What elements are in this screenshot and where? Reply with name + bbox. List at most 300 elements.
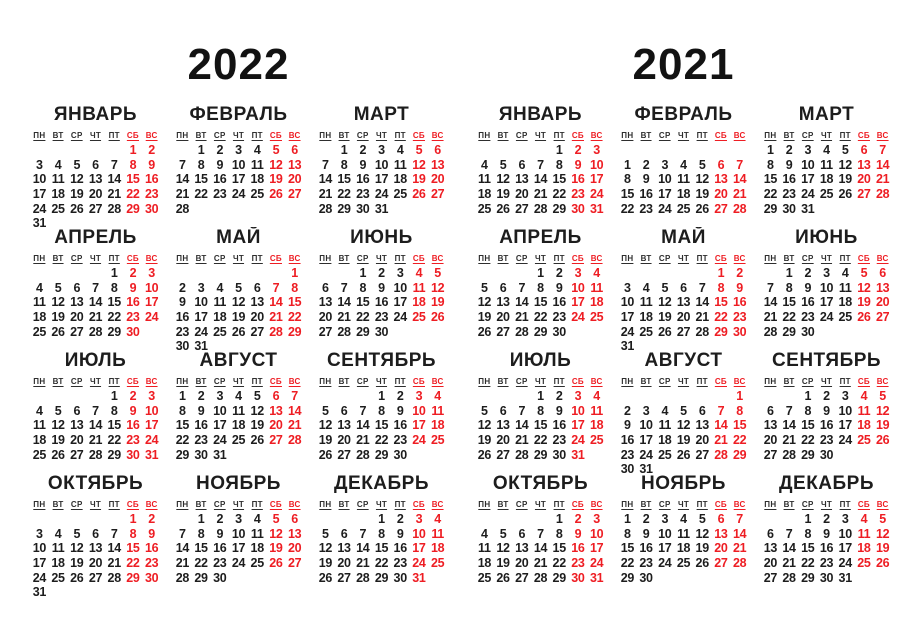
weekday-label: ВС: [145, 254, 158, 264]
day-cell: 21: [782, 555, 796, 570]
weekday-label: СР: [658, 131, 671, 141]
day-cell: 12: [250, 403, 264, 418]
day-cell: 13: [250, 295, 264, 310]
day-cell: 1: [110, 389, 118, 404]
day-cell: 8: [555, 526, 563, 541]
weekday-label: СР: [213, 500, 226, 510]
weekday-label: ПН: [319, 254, 332, 264]
day-cell: 10: [412, 403, 426, 418]
day-cell: 12: [318, 541, 332, 556]
day-cell: 2: [129, 266, 137, 281]
day-cell-empty: [248, 339, 267, 350]
day-cell: 3: [624, 280, 631, 295]
weekday-label: ВТ: [497, 500, 509, 510]
day-cell-empty: [229, 571, 248, 586]
day-cell: 5: [322, 403, 329, 418]
day-cell-empty: [229, 339, 248, 350]
day-cell-empty: [316, 143, 335, 158]
day-cell: 15: [620, 186, 634, 201]
day-cell: 18: [250, 541, 264, 556]
month-title: АВГУСТ: [199, 350, 278, 372]
month-title: ИЮЛЬ: [509, 350, 572, 372]
weekday-label: СР: [515, 377, 528, 387]
day-cell: 31: [838, 570, 852, 585]
day-cell-empty: [475, 389, 494, 404]
weekday-label: ПН: [319, 500, 332, 510]
day-cell: 10: [838, 526, 852, 541]
day-cell-empty: [49, 216, 68, 227]
day-cell-empty: [674, 389, 693, 404]
day-cell: 29: [782, 324, 796, 339]
weekday-label: СБ: [126, 131, 139, 141]
day-cell: 3: [642, 403, 650, 418]
day-cell: 12: [496, 172, 510, 187]
month-block: [475, 104, 606, 227]
weekday-label: ПТ: [251, 500, 263, 510]
weekday-label: ВС: [590, 377, 603, 387]
day-cell: 13: [714, 526, 728, 541]
weekday-label: ВС: [288, 254, 301, 264]
weekday-label: ВС: [431, 131, 444, 141]
day-cell-empty: [353, 389, 372, 404]
day-cell: 9: [785, 157, 793, 172]
day-cell-empty: [210, 202, 229, 217]
day-cell: 4: [434, 512, 441, 527]
day-cell: 19: [838, 172, 852, 187]
day-cell: 7: [767, 280, 774, 295]
weekday-label: ВТ: [338, 377, 350, 387]
day-cell-empty: [248, 571, 267, 586]
day-cell: 11: [838, 280, 852, 295]
day-cell: 9: [378, 280, 385, 295]
day-cell: 25: [393, 186, 407, 201]
weekday-header-row: [475, 377, 606, 386]
weekday-label: ПН: [478, 377, 491, 387]
day-cell: 2: [179, 280, 186, 295]
weekday-label: ВС: [590, 254, 603, 264]
day-cell: 6: [73, 280, 81, 295]
day-cell-empty: [712, 389, 731, 404]
day-cell: 25: [250, 186, 264, 201]
day-cell: 13: [714, 172, 728, 187]
day-cell: 23: [393, 555, 407, 570]
weekday-label: ВС: [431, 377, 444, 387]
day-cell: 12: [51, 418, 65, 433]
day-cell: 2: [555, 266, 563, 281]
weekday-label: ЧТ: [89, 254, 102, 264]
day-cell: 18: [658, 432, 672, 447]
days-grid: [173, 389, 304, 462]
weekday-label: СР: [801, 377, 814, 387]
day-cell: 31: [374, 201, 389, 216]
day-cell: 29: [374, 447, 389, 462]
day-cell: 11: [677, 526, 690, 541]
day-cell: 3: [235, 512, 242, 527]
days-grid: [475, 143, 606, 216]
day-cell: 6: [518, 157, 526, 172]
day-cell-empty: [49, 585, 68, 596]
day-cell-empty: [494, 143, 513, 158]
day-cell: 3: [841, 512, 849, 527]
weekday-header-row: [316, 377, 447, 386]
weekday-label: ВТ: [195, 500, 207, 510]
day-cell: 7: [340, 280, 348, 295]
day-cell: 5: [415, 143, 423, 158]
day-cell: 8: [537, 403, 544, 418]
day-cell-empty: [248, 266, 267, 281]
day-cell-empty: [637, 339, 656, 350]
day-cell-empty: [494, 512, 513, 527]
month-block: [618, 350, 749, 473]
day-cell: 6: [518, 526, 526, 541]
day-cell-empty: [674, 339, 693, 350]
year-title: 2021: [632, 40, 735, 89]
day-cell-empty: [712, 571, 731, 586]
day-cell: 28: [533, 570, 548, 585]
weekday-label: ЧТ: [677, 254, 690, 264]
weekday-label: ПТ: [108, 131, 120, 141]
day-cell: 3: [823, 266, 830, 281]
day-cell-empty: [817, 202, 836, 217]
day-cell-empty: [428, 571, 447, 586]
day-cell-empty: [86, 266, 105, 281]
day-cell: 30: [819, 447, 834, 462]
day-cell: 22: [620, 555, 634, 570]
day-cell: 14: [782, 418, 796, 433]
day-cell: 2: [574, 512, 582, 527]
weekday-label: ВС: [876, 131, 889, 141]
days-grid: [761, 512, 892, 585]
day-cell-empty: [316, 389, 335, 404]
weekday-label: ЧТ: [232, 377, 245, 387]
weekday-header-row: [618, 254, 749, 263]
day-cell: 12: [695, 172, 709, 187]
month-block: [316, 473, 447, 596]
day-cell: 21: [695, 309, 709, 324]
day-cell: 17: [639, 432, 653, 447]
day-cell: 14: [175, 541, 189, 556]
day-cell: 4: [481, 157, 488, 172]
day-cell: 11: [639, 295, 653, 310]
weekday-label: ПТ: [394, 131, 406, 141]
day-cell: 24: [639, 447, 653, 462]
day-cell-empty: [67, 143, 86, 158]
day-cell: 10: [32, 541, 46, 556]
day-cell-empty: [569, 325, 588, 340]
day-cell: 28: [782, 570, 796, 585]
day-cell: 13: [88, 172, 103, 187]
day-cell-empty: [855, 202, 874, 217]
day-cell-empty: [105, 512, 124, 527]
day-cell: 18: [213, 309, 227, 324]
day-cell: 7: [179, 157, 186, 172]
day-cell: 15: [782, 295, 796, 310]
weekday-label: ЧТ: [89, 500, 102, 510]
weekday-label: ЧТ: [89, 131, 102, 141]
day-cell: 23: [175, 324, 189, 339]
weekday-header-row: [618, 131, 749, 140]
day-cell: 22: [763, 186, 777, 201]
day-cell: 28: [875, 186, 890, 201]
day-cell: 3: [415, 512, 423, 527]
day-cell: 20: [515, 186, 529, 201]
day-cell: 5: [434, 266, 441, 281]
weekday-label: СР: [70, 131, 83, 141]
day-cell: 17: [32, 186, 46, 201]
weekday-header-row: [475, 254, 606, 263]
days-grid: [316, 512, 447, 585]
day-cell: 4: [680, 512, 687, 527]
weekday-label: ПТ: [394, 254, 406, 264]
day-cell: 13: [875, 280, 890, 295]
day-cell: 20: [676, 309, 691, 324]
day-cell: 9: [148, 526, 155, 541]
day-cell: 2: [574, 143, 582, 158]
day-cell: 9: [216, 157, 224, 172]
day-cell: 9: [396, 403, 404, 418]
day-cell: 30: [144, 201, 159, 216]
day-cell: 27: [430, 186, 445, 201]
day-cell: 5: [499, 526, 507, 541]
day-cell: 13: [695, 418, 709, 433]
day-cell: 24: [658, 555, 672, 570]
day-cell: 15: [374, 418, 389, 433]
day-cell: 17: [620, 309, 634, 324]
day-cell-empty: [248, 202, 267, 217]
weekday-label: ВС: [145, 500, 158, 510]
day-cell-empty: [391, 325, 410, 340]
day-cell: 24: [374, 186, 389, 201]
day-cell: 24: [620, 324, 634, 339]
weekday-label: ПТ: [553, 500, 565, 510]
day-cell: 28: [533, 201, 548, 216]
day-cell: 20: [515, 555, 529, 570]
day-cell-empty: [192, 202, 211, 217]
day-cell: 3: [148, 266, 155, 281]
month-title: ФЕВРАЛЬ: [634, 104, 733, 126]
day-cell: 20: [88, 186, 103, 201]
day-cell: 15: [374, 541, 389, 556]
day-cell: 16: [819, 541, 834, 556]
day-cell: 15: [287, 295, 302, 310]
day-cell: 18: [32, 432, 46, 447]
day-cell-empty: [30, 512, 49, 527]
day-cell: 23: [393, 432, 407, 447]
weekday-label: СР: [801, 254, 814, 264]
day-cell-empty: [836, 448, 855, 463]
month-title: ФЕВРАЛЬ: [189, 104, 288, 126]
day-cell: 25: [857, 432, 871, 447]
day-cell-empty: [316, 266, 335, 281]
month-title: ДЕКАБРЬ: [333, 473, 429, 495]
day-cell: 24: [571, 432, 585, 447]
day-cell: 26: [496, 201, 510, 216]
day-cell: 22: [620, 201, 634, 216]
day-cell: 27: [515, 570, 529, 585]
day-cell: 16: [571, 172, 585, 187]
day-cell: 23: [801, 309, 815, 324]
day-cell: 26: [875, 555, 890, 570]
days-grid: [475, 389, 606, 462]
day-cell: 27: [337, 447, 351, 462]
day-cell: 9: [804, 280, 812, 295]
day-cell: 18: [51, 186, 65, 201]
day-cell: 22: [801, 555, 815, 570]
day-cell: 19: [318, 555, 332, 570]
months-grid: [475, 104, 892, 596]
day-cell: 12: [412, 157, 426, 172]
day-cell: 30: [732, 324, 747, 339]
day-cell: 3: [415, 389, 423, 404]
day-cell: 29: [533, 324, 548, 339]
day-cell: 24: [231, 186, 246, 201]
day-cell: 12: [658, 295, 672, 310]
day-cell: 3: [593, 512, 600, 527]
day-cell: 9: [823, 403, 830, 418]
day-cell: 25: [430, 432, 445, 447]
day-cell-empty: [780, 512, 799, 527]
day-cell: 26: [695, 201, 709, 216]
day-cell: 17: [838, 418, 852, 433]
day-cell: 4: [841, 266, 849, 281]
weekday-label: ВС: [590, 131, 603, 141]
day-cell: 16: [782, 172, 796, 187]
day-cell: 13: [88, 541, 103, 556]
day-cell: 30: [801, 324, 815, 339]
day-cell-empty: [655, 571, 674, 586]
day-cell-empty: [105, 585, 124, 596]
days-grid: [316, 143, 447, 216]
day-cell-empty: [67, 216, 86, 227]
day-cell: 12: [857, 280, 871, 295]
day-cell: 22: [782, 309, 796, 324]
weekday-label: ВТ: [497, 254, 509, 264]
day-cell: 16: [213, 541, 227, 556]
day-cell: 16: [126, 418, 140, 433]
month-title: ИЮНЬ: [795, 227, 858, 249]
day-cell: 5: [235, 280, 242, 295]
day-cell: 22: [194, 555, 208, 570]
day-cell: 19: [695, 186, 709, 201]
day-cell: 17: [819, 295, 834, 310]
day-cell: 28: [782, 447, 796, 462]
day-cell: 4: [396, 143, 404, 158]
weekday-header-row: [30, 500, 161, 509]
day-cell: 18: [250, 172, 264, 187]
weekday-label: ВС: [733, 131, 746, 141]
day-cell: 21: [533, 555, 548, 570]
day-cell: 16: [801, 295, 815, 310]
day-cell: 15: [533, 418, 548, 433]
day-cell: 31: [589, 201, 604, 216]
weekday-label: ЧТ: [534, 500, 547, 510]
weekday-label: ПН: [33, 254, 46, 264]
month-block: [30, 350, 161, 473]
day-cell: 8: [717, 280, 725, 295]
day-cell: 24: [412, 555, 426, 570]
weekday-label: ПТ: [251, 254, 263, 264]
weekday-label: ПН: [621, 131, 634, 141]
day-cell: 30: [571, 570, 585, 585]
day-cell: 7: [537, 526, 544, 541]
day-cell: 28: [175, 201, 189, 216]
day-cell: 27: [269, 432, 283, 447]
weekday-label: СР: [70, 377, 83, 387]
weekday-header-row: [475, 131, 606, 140]
day-cell: 5: [481, 403, 488, 418]
day-cell: 16: [144, 172, 159, 187]
weekday-label: ЧТ: [820, 131, 833, 141]
month-title: СЕНТЯБРЬ: [326, 350, 437, 372]
day-cell: 26: [477, 324, 491, 339]
day-cell: 22: [194, 186, 208, 201]
day-cell: 1: [624, 157, 631, 172]
day-cell: 25: [477, 570, 491, 585]
day-cell: 25: [430, 555, 445, 570]
weekday-label: СБ: [571, 377, 584, 387]
day-cell-empty: [512, 389, 531, 404]
day-cell: 31: [144, 447, 159, 462]
day-cell-empty: [637, 389, 656, 404]
weekday-label: ПН: [478, 500, 491, 510]
day-cell: 18: [857, 418, 871, 433]
day-cell: 15: [763, 172, 777, 187]
day-cell: 21: [318, 186, 332, 201]
day-cell: 3: [235, 143, 242, 158]
day-cell: 3: [36, 526, 43, 541]
day-cell: 20: [337, 432, 351, 447]
weekday-label: ПН: [764, 500, 777, 510]
day-cell: 13: [337, 541, 351, 556]
weekday-label: ВС: [733, 254, 746, 264]
day-cell-empty: [49, 143, 68, 158]
weekday-label: ПН: [33, 131, 46, 141]
day-cell: 25: [412, 309, 426, 324]
day-cell: 26: [70, 201, 84, 216]
day-cell: 8: [340, 157, 348, 172]
day-cell: 2: [642, 157, 650, 172]
day-cell: 23: [620, 447, 634, 462]
day-cell: 24: [32, 570, 46, 585]
day-cell: 30: [126, 324, 140, 339]
day-cell: 14: [88, 295, 103, 310]
weekday-label: ЧТ: [820, 254, 833, 264]
day-cell: 17: [658, 541, 672, 556]
day-cell: 25: [658, 447, 672, 462]
day-cell: 26: [496, 570, 510, 585]
weekday-label: ВС: [733, 500, 746, 510]
weekday-label: ЧТ: [375, 131, 388, 141]
day-cell: 27: [496, 324, 510, 339]
day-cell-empty: [353, 512, 372, 527]
day-cell: 2: [148, 143, 155, 158]
day-cell: 26: [658, 324, 672, 339]
day-cell-empty: [693, 462, 712, 473]
weekday-label: ПТ: [839, 500, 851, 510]
weekday-label: ВС: [590, 500, 603, 510]
day-cell: 27: [496, 447, 510, 462]
day-cell: 16: [126, 295, 140, 310]
day-cell-empty: [86, 143, 105, 158]
day-cell: 29: [533, 447, 548, 462]
day-cell: 25: [250, 555, 264, 570]
day-cell: 18: [430, 541, 445, 556]
weekday-label: ПН: [176, 377, 189, 387]
day-cell: 3: [574, 389, 582, 404]
day-cell: 9: [736, 280, 743, 295]
day-cell-empty: [335, 266, 354, 281]
day-cell: 4: [860, 389, 868, 404]
